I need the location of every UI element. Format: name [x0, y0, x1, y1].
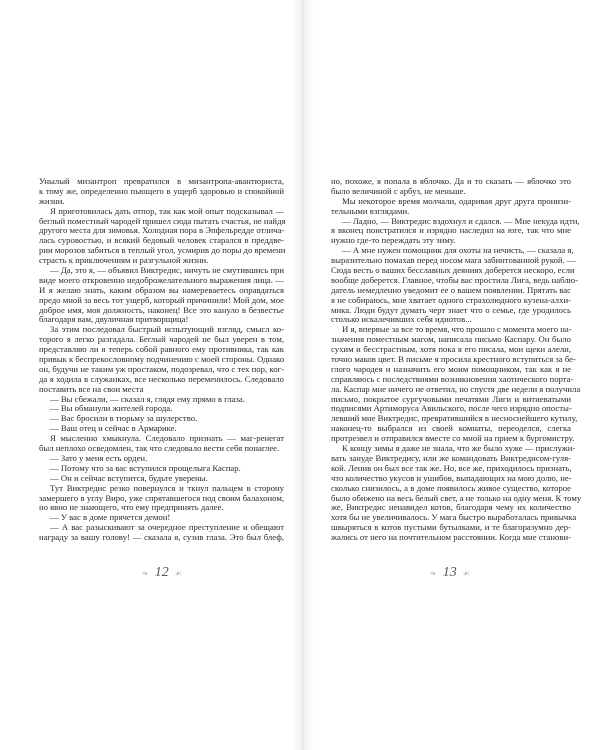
page-number-text: 12 [154, 565, 169, 580]
text-line: страсть к приключениям и разгульной жизни. [39, 255, 209, 266]
text-line: что количество укусов и ушибов, выпадающих на мою долю, не- [331, 472, 572, 483]
text-line: К концу зимы я даже не знала, что же было хуже — прислужи- [342, 443, 576, 454]
text-line: Мы некоторое время молчали, одаривая друг друга пронизи- [342, 195, 571, 206]
text-line: он, будучи не таким уж простаком, подозревал, что с тех пор, ког- [39, 363, 284, 374]
text-line: — Потому что за вас вступился прощелыга Каспар. [50, 462, 241, 473]
text-line: Тут Виктредис резко повернулся и ткнул пальцем в сторону [50, 482, 284, 493]
text-line: — Да, это я, — объявил Виктредис, ничуть не смутившись при [50, 265, 285, 276]
right-page-number [430, 565, 470, 581]
text-line: подписями Артиморуса Авильского, после чего изрядно опосты- [331, 403, 572, 414]
text-line: За этим последовал быстрый испытующий взгляд, смысл ко- [50, 324, 284, 335]
text-line: — Ваш отец и сейчас в Армарике. [50, 423, 177, 434]
text-line: вообще доберется. Главное, чтобы вас простила Лига, ведь наблю- [331, 274, 579, 285]
text-line: датель немедленно уведомит ее о вашем появлении. Прятать вас [331, 284, 571, 295]
text-line: точно маков цвет. В письме я просила крестного вступиться за бе- [331, 354, 576, 365]
text-line: другого места для зимовья. Холодная пора в Эпфельредде отлича- [39, 225, 285, 236]
text-line: — У вас в доме прячется демон! [50, 512, 171, 523]
text-line: сколько снизилось, а в доме появилось живое существо, которое [331, 482, 571, 493]
text-line: представляю ли я теперь собой равного ему противника, так как [39, 344, 284, 355]
text-line: И я, впервые за все то время, что прошло с момента моего на- [342, 324, 572, 335]
text-line: благодаря вам, двуличная притворщица! [39, 314, 189, 325]
text-line: жизни. [39, 195, 65, 206]
text-line: письмо, покрытое сургучовыми печатями Лиги и витиеватыми [331, 393, 571, 404]
text-line: замершего в углу Виро, уже спрятавшегося под своим балахоном, [39, 492, 284, 503]
book-gutter [292, 0, 314, 750]
text-line: — Ладно, — Виктредис вздохнул и сдался. — Мне некуда идти, [342, 215, 580, 226]
text-line: столько искалечивших себя идиотов... [331, 314, 472, 325]
text-line: вать зануде Виктредису, или же командовать Виктредисом-гуля- [331, 452, 571, 463]
text-line: справляюсь с последствиями возникновения хаотического порта- [331, 373, 574, 384]
text-line: — Зато у меня есть орден. [50, 452, 148, 463]
text-line: выразительно помахав перед носом мага забинтованной рукой. — [331, 255, 576, 266]
text-line: левший мне Виктредис, превратившийся в несноснейшего кутилу, [331, 413, 578, 424]
text-line: было величиной с арбуз, не меньше. [331, 185, 466, 196]
text-line: хотя бы не увеличивалось. У мага быстро выработалась привычка [331, 512, 577, 523]
text-line: Я мысленно хмыкнула. Следовало признать — маг-ренегат [50, 433, 284, 444]
ornament-icon: ☙ [462, 568, 470, 578]
text-line: Унылый мизантроп превратился в мизантропа-авантюриста, [39, 176, 284, 186]
text-line: ла. Каспар мне ничего не ответил, но спустя две недели я получила [331, 383, 581, 394]
text-line: кой. Ленив он был все так же. Но, все же, приходилось признать, [331, 462, 572, 473]
text-line: же, Виктредис ненавидел котов, благодаря чему их количество [331, 502, 571, 513]
text-line: предо мной за весь тот ущерб, который причинили! Мой дом, мое [39, 294, 284, 305]
text-line: к тому же, определенно пьющего в ущерб здоровью и спокойной [39, 185, 284, 196]
text-line: тельными взглядами. [331, 205, 410, 216]
text-line: я не собираюсь, мне хватает одного страхолюдного кузена-алхи- [331, 294, 571, 305]
text-line: — Вы обманули жителей города. [50, 403, 173, 414]
text-line: доброе имя, моя должность, наконец! Все это кануло в безвестье [39, 304, 284, 315]
right-page-text [331, 176, 582, 543]
text-line: Сюда весть о ваших бесславных деяниях доберется нескоро, если [331, 265, 575, 276]
text-line: поставить все на свои места [39, 383, 144, 394]
text-line: мика. Люди будут думать черт знает что о семье, где уродилось [331, 304, 571, 315]
text-line: беглый поместный чародей пришел сюда пытать счастья, не найдя [39, 215, 286, 226]
left-page-number [142, 565, 182, 581]
text-line: но, похоже, я попала в яблочко. Да и то сказать — яблочко это [331, 176, 571, 186]
text-line: рии морозов забиться в теплый угол, усмирив до поры до времени [39, 245, 286, 256]
text-line: было обижено на весь белый свет, а не только на одну меня. К тому [331, 492, 582, 503]
text-line: жались от него на почтительном расстоянии. Когда мне станови- [331, 532, 571, 543]
text-line: лась суровостью, и всякий бедовый человек старался в преддве- [39, 235, 284, 246]
text-line: — Он и сейчас вступится, будьте уверены. [50, 472, 208, 483]
text-line: сухим и бесстрастным, хотя пока я его писала, мои щеки алели, [331, 344, 571, 355]
text-line: награду за вашу голову! — сказала я, сузив глаза. Это был блеф, [39, 532, 284, 543]
text-line: швыряться в котов пустыми бутылками, и те благоразумно дер- [331, 522, 571, 533]
text-line: — А мне нужен помощник для охоты на нечисть, — сказала я, [342, 245, 574, 256]
text-line: но явно не знающего, что ему предпринять далее. [39, 502, 224, 513]
text-line: нужно где-то переждать эту зиму. [331, 235, 456, 246]
text-line: — Вас бросили в тюрьму за шулерство. [50, 413, 198, 424]
text-line: был неплохо осведомлен, так что следовало вести себя понаглее. [39, 443, 280, 454]
text-line: наконец-то выбрался из своей комнаты, переоделся, слегка [331, 423, 571, 434]
text-line: да я ходила в служанках, все несколько переменилось. Следовало [39, 373, 284, 384]
text-line: — А вас разыскивают за очередное преступление и обещают [50, 522, 284, 533]
page-number-text: 13 [442, 565, 457, 580]
text-line: привык к беспрекословному подчинению с моей стороны. Однако [39, 354, 285, 365]
ornament-icon: ❧ [142, 568, 149, 578]
left-page-text [39, 177, 284, 543]
text-line: И я желаю знать, каким образом вы намереваетесь оправдаться [39, 284, 284, 295]
text-line: Я приготовилась дать отпор, так как мой опыт подсказывал — [50, 205, 284, 216]
text-line: глого чародея и назначить его моим помощником, так как я не [331, 363, 571, 374]
text-line: значения поместным магом, написала письмо Каспару. Он было [331, 334, 571, 345]
text-line: — Вы сбежали, — сказал я, глядя ему прямо в глаза. [50, 393, 245, 404]
text-line: я вконец поистратился и изрядно наследил на юге, так что мне [331, 225, 571, 236]
text-line: протрезвел и отправился вместе со мной на прием к бургомистру. [331, 433, 575, 444]
ornament-icon: ❧ [430, 568, 437, 578]
text-line: торого я легко разгадала. Беглый чародей не был уверен в том, [39, 334, 284, 345]
ornament-icon: ☙ [174, 568, 182, 578]
text-line: виде моего откровенно недоброжелательного выражения лица. — [39, 274, 284, 285]
